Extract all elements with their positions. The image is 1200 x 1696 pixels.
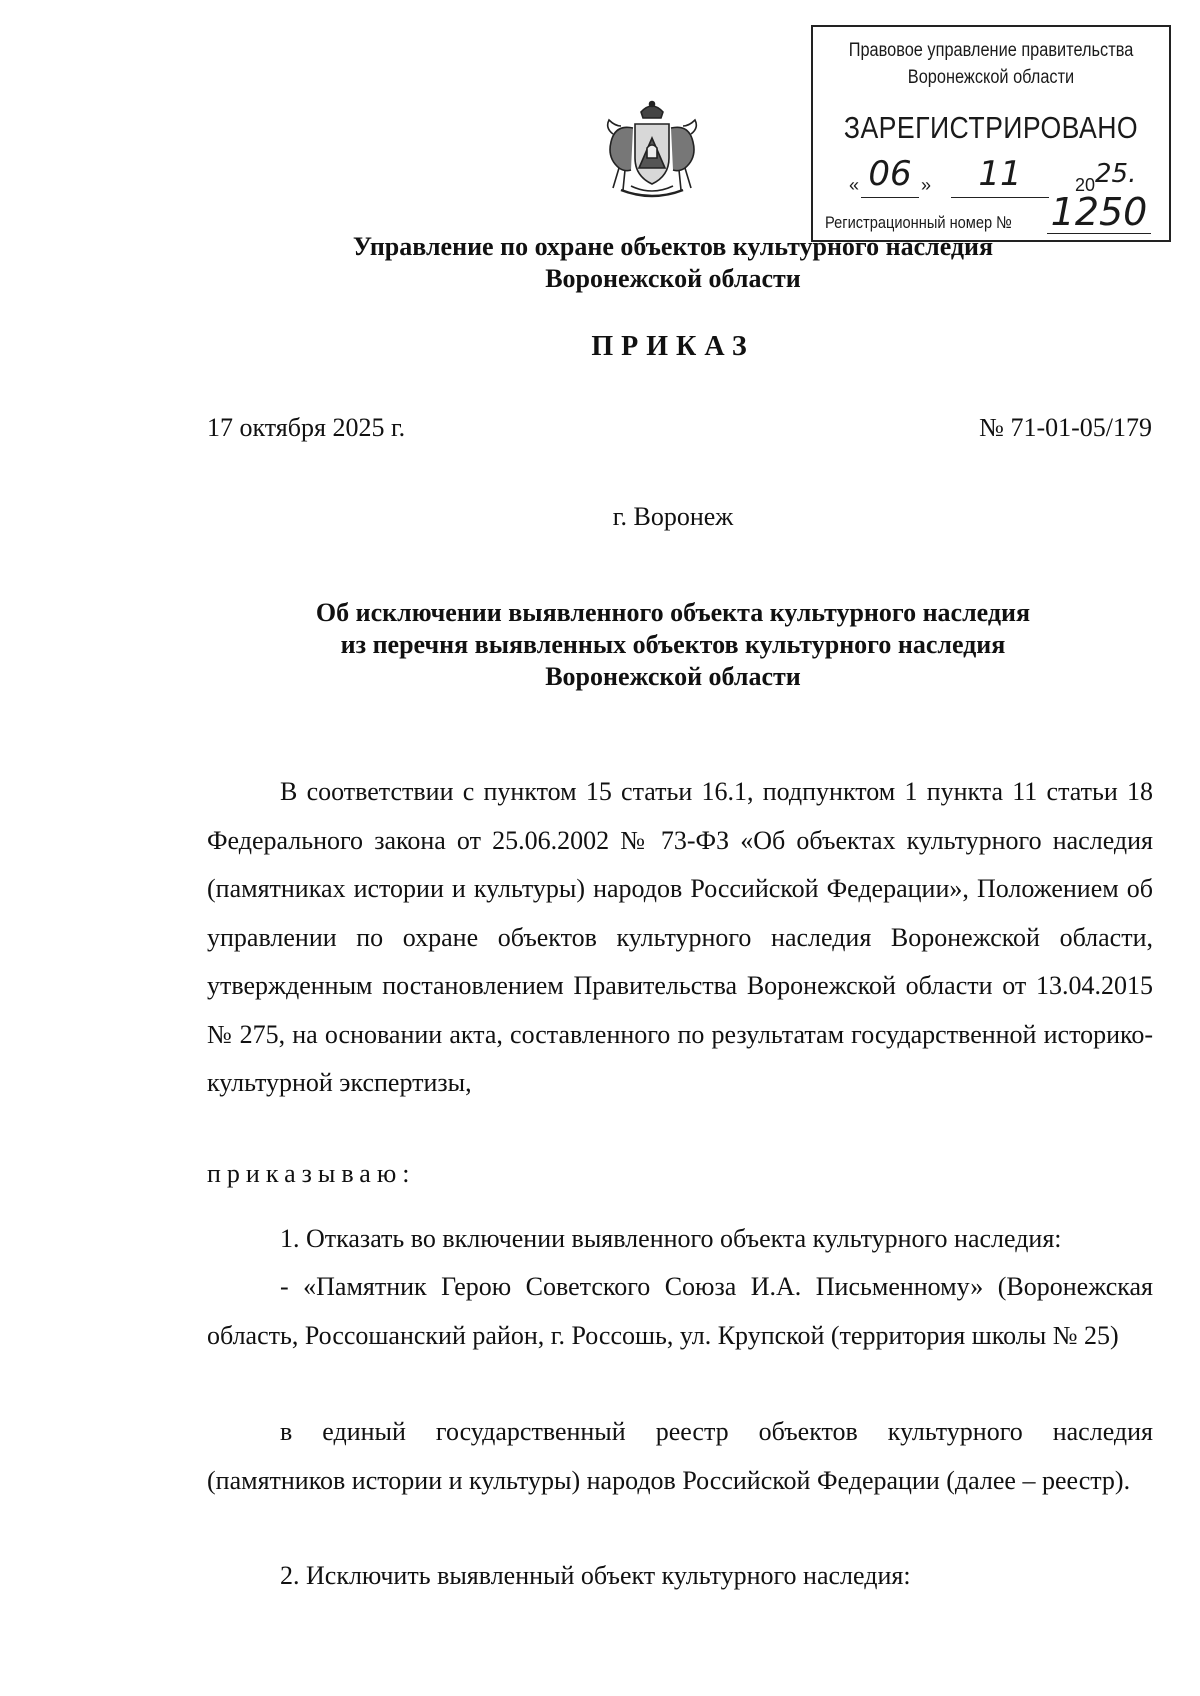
document-city: г. Воронеж — [612, 502, 734, 531]
item1-rest-paragraph — [207, 1408, 1153, 1505]
stamp-reg-number-handwritten: 1250 — [1047, 191, 1151, 234]
item1-object: - «Памятник Герою Советского Союза И.А. Письменному» (Воронежская область, Россошанский район, г. Россошь, ул. Крупской (территория школы № 25) — [207, 1272, 1153, 1350]
item1-intro: 1. Отказать во включении выявленного объекта культурного наследия: — [280, 1224, 1062, 1253]
preamble-paragraph — [207, 768, 1153, 1108]
document-subject — [0, 597, 1200, 693]
subject-line2: из перечня выявленных объектов культурного наследия — [340, 630, 1006, 659]
document-type-title: ПРИКАЗ — [591, 331, 755, 362]
stamp-quote-open: « — [849, 175, 860, 195]
stamp-year-prefix: 20 — [1075, 175, 1096, 195]
document-date: 17 октября 2025 г. — [207, 413, 406, 442]
item1-rest: в единый государственный реестр объектов культурного наследия (памятников истории и культуры) народов Российской Федерации (далее – реестр). — [207, 1417, 1153, 1495]
stamp-quote-close: » — [921, 175, 932, 195]
item1-object-paragraph — [207, 1263, 1153, 1360]
registration-stamp — [811, 25, 1171, 242]
stamp-year-handwritten: 25. — [1095, 159, 1137, 189]
stamp-org-line1: Правовое управление правительства — [848, 40, 1134, 61]
item1-paragraph — [207, 1215, 1153, 1264]
stamp-month-handwritten: 11 — [951, 151, 1049, 198]
organization-name-line2: Воронежской области — [545, 264, 801, 293]
stamp-reg-label: Регистрационный номер № — [825, 213, 1012, 232]
document-number: № 71-01-05/179 — [979, 413, 1152, 442]
order-word: приказываю: — [207, 1159, 416, 1188]
stamp-registered-label: ЗАРЕГИСТРИРОВАНО — [843, 110, 1139, 145]
subject-line3: Воронежской области — [545, 662, 801, 691]
organization-name-line1: Управление по охране объектов культурного наследия — [352, 232, 994, 261]
coat-of-arms-emblem — [601, 98, 703, 202]
item2-paragraph — [207, 1552, 1153, 1601]
subject-line1: Об исключении выявленного объекта культурного наследия — [315, 598, 1031, 627]
item2-intro: 2. Исключить выявленный объект культурного наследия: — [280, 1561, 911, 1590]
preamble-text: В соответствии с пунктом 15 статьи 16.1, подпунктом 1 пункта 11 статьи 18 Федерального закона от 25.06.2002 № 73-ФЗ «Об объектах культурного наследия (памятниках истории и культуры) народов Российской Федерации», Положением об управлении по охране объектов культурного наследия Воронежской области, утвержденным постановлением Правительства Воронежской области от 13.04.2015 № 275, на основании акта, составленного по результатам государственной историко-культурной экспертизы, — [207, 777, 1153, 1097]
stamp-org-line2: Воронежской области — [907, 67, 1075, 88]
stamp-day-handwritten: 06 — [861, 151, 919, 198]
